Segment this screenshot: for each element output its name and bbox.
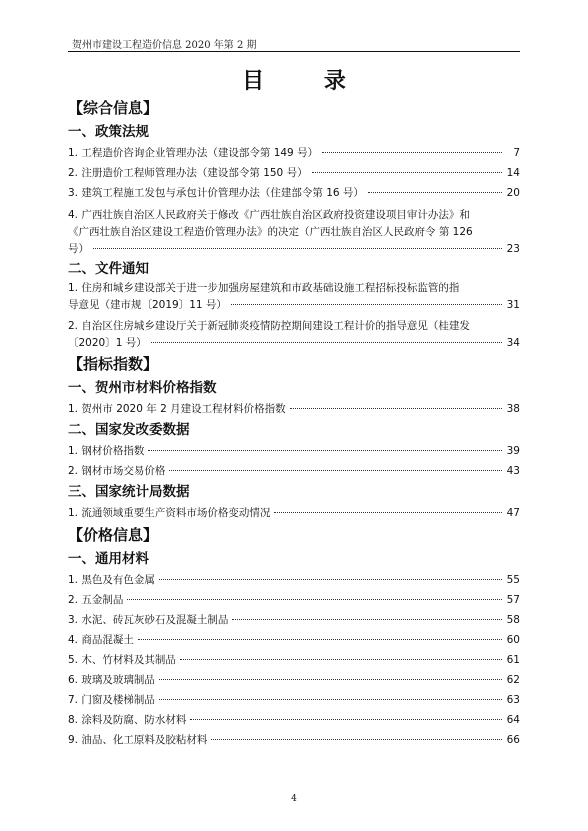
section-heading: 三、国家统计局数据 [68, 484, 190, 500]
leader-dots [148, 450, 502, 451]
leader-dots [368, 192, 502, 193]
toc-entry-label: 7. 门窗及楼梯制品 [68, 694, 155, 706]
toc-entry[interactable] [68, 650, 520, 670]
toc-entry-line: 1. 住房和城乡建设部关于进一步加强房屋建筑和市政基础设施工程招标投标监管的指 [68, 282, 460, 294]
toc-entry[interactable] [68, 441, 520, 461]
leader-dots [93, 248, 502, 249]
toc-entry[interactable] [68, 183, 520, 203]
leader-dots [169, 470, 502, 471]
page-number: 4 [291, 794, 297, 804]
toc-entry-label: 1. 贺州市 2020 年 2 月建设工程材料价格指数 [68, 403, 286, 415]
toc-entry-line: 2. 自治区住房城乡建设厅关于新冠肺炎疫情防控期间建设工程计价的指导意见（桂建发 [68, 320, 470, 332]
toc-entry-label: 2. 注册造价工程师管理办法（建设部令第 150 号） [68, 167, 308, 179]
toc-entry-page: 20 [506, 187, 520, 199]
toc-entry[interactable] [68, 143, 520, 163]
toc-entry-page: 14 [506, 167, 520, 179]
toc-entry-page: 7 [513, 147, 520, 159]
section-heading: 二、国家发改委数据 [68, 422, 190, 438]
part-heading: 【价格信息】 [68, 526, 159, 544]
toc-entry[interactable] [68, 461, 520, 481]
leader-dots [138, 639, 502, 640]
toc-entry-page: 57 [506, 594, 520, 606]
toc-entry[interactable] [68, 610, 520, 630]
leader-dots [211, 739, 502, 740]
toc-entry-page: 60 [506, 634, 520, 646]
leader-dots [190, 719, 502, 720]
leader-dots [180, 659, 502, 660]
toc-entry-page: 34 [506, 337, 520, 349]
toc-entry-label: 3. 建筑工程施工发包与承包计价管理办法（住建部令第 16 号） [68, 187, 364, 199]
toc-entry[interactable] [68, 630, 520, 650]
leader-dots [322, 152, 502, 153]
toc-entry-page: 23 [506, 243, 520, 255]
toc [68, 96, 520, 750]
leader-dots [290, 408, 502, 409]
leader-dots [151, 342, 502, 343]
toc-entry[interactable] [68, 590, 520, 610]
section-heading: 二、文件通知 [68, 261, 149, 277]
section-heading: 一、通用材料 [68, 551, 149, 567]
toc-entry-page: 64 [506, 714, 520, 726]
leader-dots [159, 679, 502, 680]
toc-entry[interactable] [68, 710, 520, 730]
toc-entry-label: 5. 木、竹材料及其制品 [68, 654, 176, 666]
toc-entry-page: 31 [506, 299, 520, 311]
toc-entry-line: 〔2020〕1 号） [68, 337, 147, 349]
toc-entry[interactable] [68, 730, 520, 750]
toc-entry-page: 62 [506, 674, 520, 686]
toc-entry-page: 38 [506, 403, 520, 415]
toc-entry-page: 47 [506, 507, 520, 519]
toc-entry-line: 4. 广西壮族自治区人民政府关于修改《广西壮族自治区政府投资建设项目审计办法》和 [68, 209, 470, 221]
leader-dots [274, 512, 502, 513]
toc-entry-line: 导意见（建市规〔2019〕11 号） [68, 299, 227, 311]
toc-entry-page: 61 [506, 654, 520, 666]
toc-entry[interactable] [68, 399, 520, 419]
toc-entry-page: 39 [506, 445, 520, 457]
toc-entry[interactable] [68, 570, 520, 590]
toc-entry-label: 9. 油品、化工原料及胶粘材料 [68, 734, 208, 746]
section-heading: 一、贺州市材料价格指数 [68, 380, 217, 396]
leader-dots [159, 579, 502, 580]
toc-entry-line: 号） [68, 243, 89, 255]
toc-entry[interactable] [68, 207, 520, 258]
toc-entry-label: 2. 五金制品 [68, 594, 124, 606]
toc-entry-label: 6. 玻璃及玻璃制品 [68, 674, 155, 686]
part-heading: 【综合信息】 [68, 99, 159, 117]
toc-entry-label: 1. 工程造价咨询企业管理办法（建设部令第 149 号） [68, 147, 319, 159]
toc-entry-label: 1. 钢材价格指数 [68, 445, 145, 457]
header-rule [68, 51, 520, 52]
leader-dots [127, 599, 502, 600]
page-title: 目 录 [242, 69, 372, 94]
toc-entry-line: 《广西壮族自治区建设工程造价管理办法》的决定（广西壮族自治区人民政府令 第 126 [68, 226, 473, 238]
toc-entry-page: 43 [506, 465, 520, 477]
toc-entry-page: 58 [506, 614, 520, 626]
toc-entry-page: 66 [506, 734, 520, 746]
toc-entry-label: 1. 流通领域重要生产资料市场价格变动情况 [68, 507, 271, 519]
toc-entry[interactable] [68, 280, 520, 314]
toc-entry-label: 1. 黑色及有色金属 [68, 574, 155, 586]
toc-entry-label: 4. 商品混凝土 [68, 634, 134, 646]
leader-dots [159, 699, 502, 700]
toc-entry-label: 2. 钢材市场交易价格 [68, 465, 166, 477]
running-header: 贺州市建设工程造价信息 2020 年第 2 期 [72, 40, 257, 51]
toc-entry-label: 3. 水泥、砖瓦灰砂石及混凝土制品 [68, 614, 229, 626]
toc-entry[interactable] [68, 503, 520, 523]
leader-dots [232, 619, 502, 620]
toc-entry-page: 55 [506, 574, 520, 586]
leader-dots [231, 304, 502, 305]
toc-entry[interactable] [68, 690, 520, 710]
section-heading: 一、政策法规 [68, 124, 149, 140]
toc-entry[interactable] [68, 670, 520, 690]
toc-entry-label: 8. 涂料及防腐、防水材料 [68, 714, 187, 726]
toc-entry-page: 63 [506, 694, 520, 706]
leader-dots [312, 172, 502, 173]
toc-entry[interactable] [68, 163, 520, 183]
toc-entry[interactable] [68, 318, 520, 352]
part-heading: 【指标指数】 [68, 355, 159, 373]
